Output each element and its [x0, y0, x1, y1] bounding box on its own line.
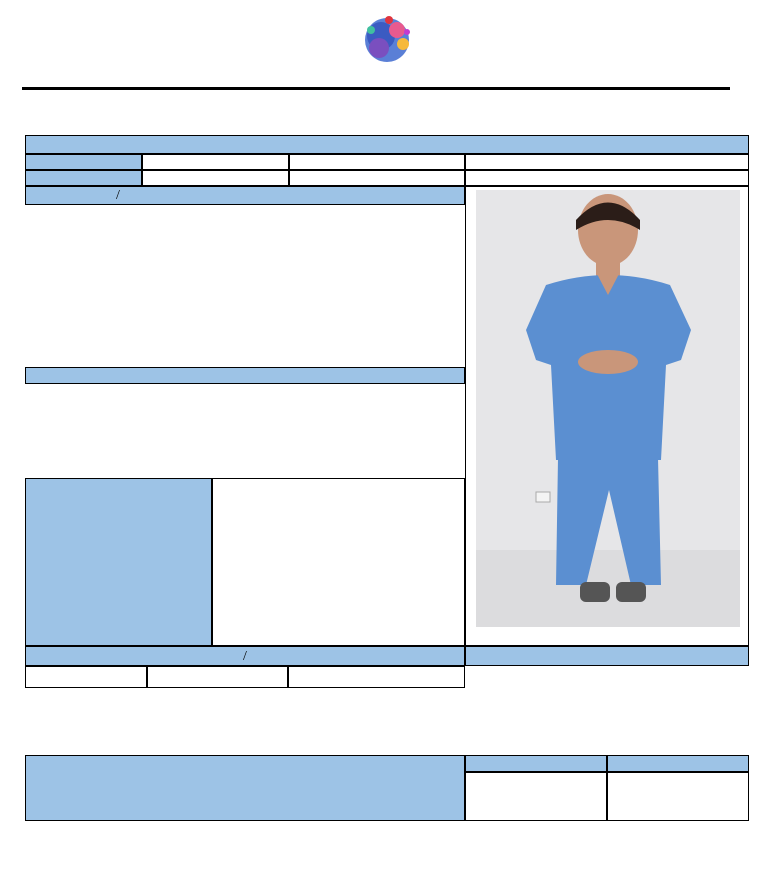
col-country: [147, 666, 288, 688]
contact-no-label: [289, 154, 465, 170]
ref-no-label: [25, 154, 142, 170]
contact-no-value: [465, 154, 749, 170]
header-rule: [22, 87, 730, 90]
experience-heading: /: [25, 646, 465, 666]
address-value: [465, 170, 749, 186]
arabic-language-value: [607, 772, 749, 821]
ref-no-value: [142, 154, 289, 170]
position-label: [25, 170, 142, 186]
arabic-language-label: [607, 755, 749, 772]
position-value: [142, 170, 289, 186]
employee-data-heading: [25, 135, 749, 154]
address-label: [289, 170, 465, 186]
col-from-to: [25, 666, 147, 688]
english-language-label: [465, 755, 607, 772]
section-separator: [25, 367, 465, 384]
col-position: [288, 666, 465, 688]
ages-label-cell: [25, 478, 212, 646]
passport-heading: [465, 646, 749, 666]
company-logo: [357, 10, 417, 70]
personal-details-heading: /: [25, 186, 465, 205]
candidate-photo: [476, 190, 740, 627]
ages-value-cell: [212, 478, 465, 646]
photo-frame: [465, 186, 749, 646]
english-language-value: [465, 772, 607, 821]
ages-label: [26, 479, 211, 482]
education-heading: [25, 755, 465, 821]
